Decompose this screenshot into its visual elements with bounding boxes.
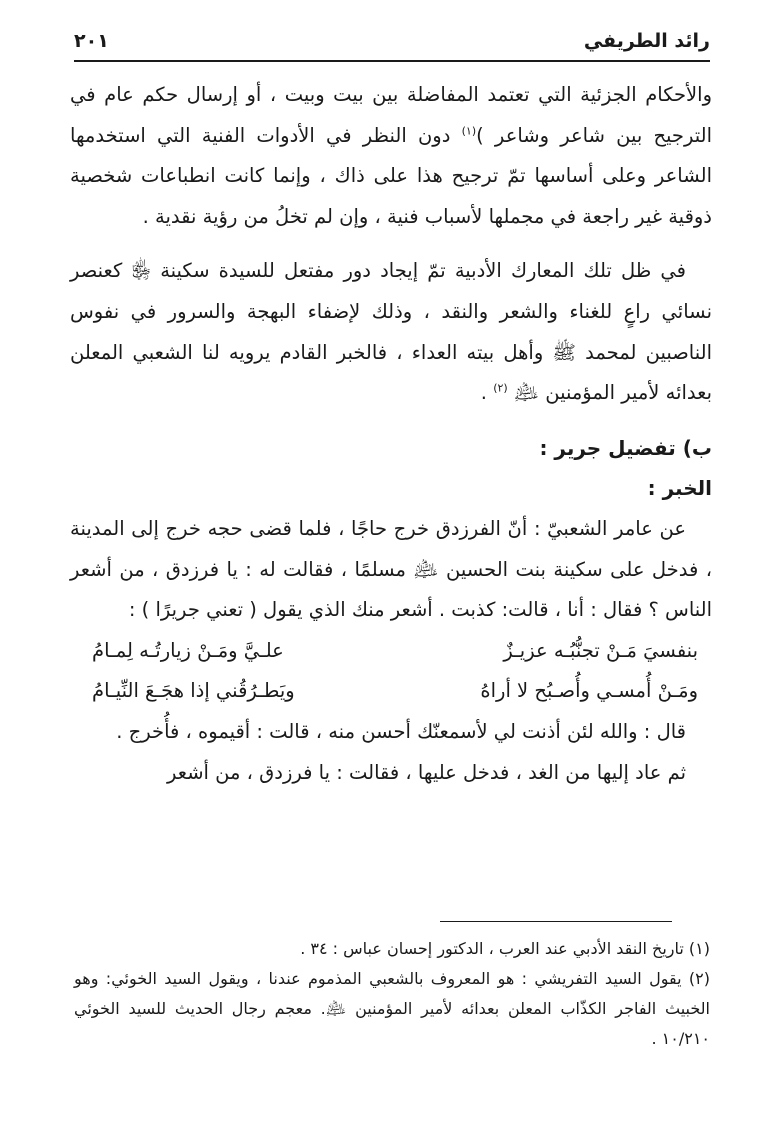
- footnote-ref: (١): [461, 124, 477, 138]
- poem-verse: [70, 631, 712, 672]
- main-text: [70, 75, 712, 793]
- verse-first-half: بنفسيَ مَـنْ تجنُّبُـه عزيـزٌ: [503, 638, 698, 662]
- footnote-divider: [440, 921, 672, 922]
- running-header: [74, 24, 710, 58]
- book-title: رائد الطريفي: [583, 30, 710, 52]
- paragraph: عن عامر الشعبيّ : أنّ الفرزدق خرج حاجًا ، فلما قضى حجه خرج إلى المدينة ، فدخل على سكينة بنت الحسين ﵇ مسلمًا ، فقالت له : يا فرزدق ، من أشعر الناس ؟ فقال : أنا ، قالت: كذبت . أشعر منك الذي يقول ( تعني جريرًا ) :: [70, 516, 712, 622]
- paragraph: ثم عاد إليها من الغد ، فدخل عليها ، فقالت : يا فرزدق ، من أشعر: [167, 760, 686, 784]
- footnote-ref: (٢): [493, 381, 508, 395]
- paragraph: في ظل تلك المعارك الأدبية تمّ إيجاد دور مفتعل للسيدة سكينة ﵂ كعنصر نسائي راعٍ للغناء والشعر والنقد ، وذلك لإضفاء البهجة والسرور في نفوس الناصبين لمحمد ﷺ وأهل بيته العداء ، فالخبر القادم يرويه لنا الشعبي المعلن بعدائه لأمير المؤمنين ﵇ $^{(٢)}$ .: [70, 259, 712, 405]
- section-heading: ب) تفضيل جرير :: [539, 435, 712, 460]
- page-number: ٢٠١: [74, 30, 109, 52]
- verse-first-half: ومَـنْ أُمسـي وأُصـبُح لا أراهُ: [480, 679, 698, 703]
- verse-second-half: ويَطـرُقُني إذا هجَـعَ النِّيـامُ: [92, 679, 295, 703]
- footnotes: [74, 934, 710, 1054]
- paragraph: والأحكام الجزئية التي تعتمد المفاضلة بين بيت وبيت ، أو إرسال حكم عام في الترجيح بين شاعر وشاعر )$^{(١)}$ دون النظر في الأدوات الفنية التي استخدمها الشاعر وعلى أساسها تمّ ترجيح هذا على ذاك ، وإنما كانت انطباعات شخصية ذوقية غير راجعة في مجملها لأسباب فنية ، وإن لم تخلُ من رؤية نقدية .: [70, 83, 712, 228]
- paragraph: قال : والله لئن أذنت لي لأسمعنّك أحسن منه ، قالت : أقيموه ، فأُخرج .: [116, 719, 686, 743]
- header-divider: [74, 60, 710, 62]
- verse-second-half: علـيَّ ومَـنْ زيارتُـه لِمـامُ: [92, 638, 284, 662]
- poem-verse: [70, 671, 712, 712]
- footnote: (٢) يقول السيد التفريشي : هو المعروف بالشعبي المذموم عندنا ، ويقول السيد الخوئي: وهو الخبيث الفاجر الكذّاب المعلن بعدائه لأمير المؤمنين ﵇. معجم رجال الحديث للسيد الخوئي ١٠/٢١٠ .: [74, 969, 710, 1048]
- footnote: (١) تاريخ النقد الأدبي عند العرب ، الدكتور إحسان عباس : ٣٤ .: [300, 939, 710, 958]
- subheading: الخبر :: [647, 476, 712, 501]
- poem: [70, 631, 712, 712]
